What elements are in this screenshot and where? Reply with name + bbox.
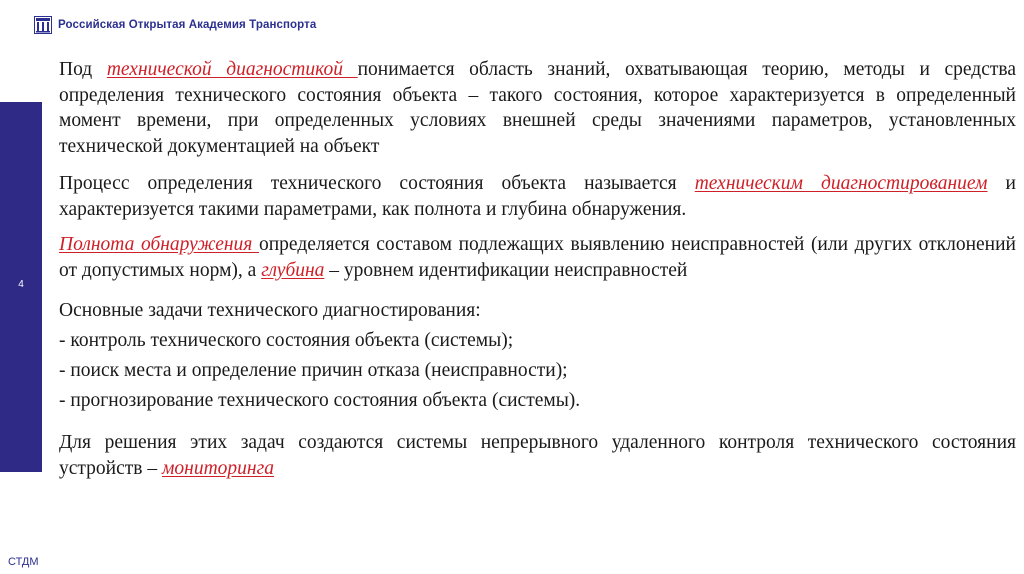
p5-pre: Для решения этих задач создаются системы непрерывного удаленного контроля технического состояния устройств – [59, 432, 1016, 479]
term-depth: глубина [261, 259, 325, 281]
term-technical-diagnostics: технической диагностикой [106, 59, 358, 80]
paragraph-monitoring [59, 430, 1016, 481]
p3-mid: определяется составом подлежащих выявлению неисправностей (или других отклонений от допустимых норм), а [59, 234, 1016, 281]
slide-content [59, 57, 1016, 481]
p2-pre: Процесс определения технического состояния объекта называется [59, 173, 695, 194]
header-title: Российская Открытая Академия Транспорта [58, 19, 317, 31]
academy-logo-icon [34, 16, 52, 34]
paragraph-definition [59, 57, 1016, 159]
page-number: 4 [18, 279, 24, 290]
term-technical-diagnosing: техническим диагностированием [694, 173, 988, 194]
term-monitoring: мониторинга [161, 457, 274, 479]
paragraph-completeness [59, 232, 1016, 283]
term-detection-completeness: Полнота обнаружения [59, 234, 259, 255]
tasks-block [59, 298, 1016, 413]
p2-post: и характеризуется такими параметрами, как полнота и глубина обнаружения. [59, 173, 1016, 220]
p3-post: – уровнем идентификации неисправностей [324, 259, 688, 281]
p1-pre: Под [59, 59, 107, 80]
paragraph-process [59, 171, 1016, 222]
footer-label: СТДМ [8, 556, 39, 568]
task-item: - прогнозирование технического состояния объекта (системы). [59, 390, 581, 411]
tasks-heading: Основные задачи технического диагностирования: [59, 300, 481, 321]
p1-post: понимается область знаний, охватывающая теорию, методы и средства определения технического состояния объекта – такого состояния, которое характеризуется в определенный момент времени, при определенных условиях внешней среды значениями параметров, установленных технической документацией на объект [59, 59, 1017, 157]
task-item: - контроль технического состояния объекта (системы); [59, 330, 514, 351]
task-item: - поиск места и определение причин отказа (неисправности); [59, 360, 568, 381]
header [34, 16, 316, 34]
